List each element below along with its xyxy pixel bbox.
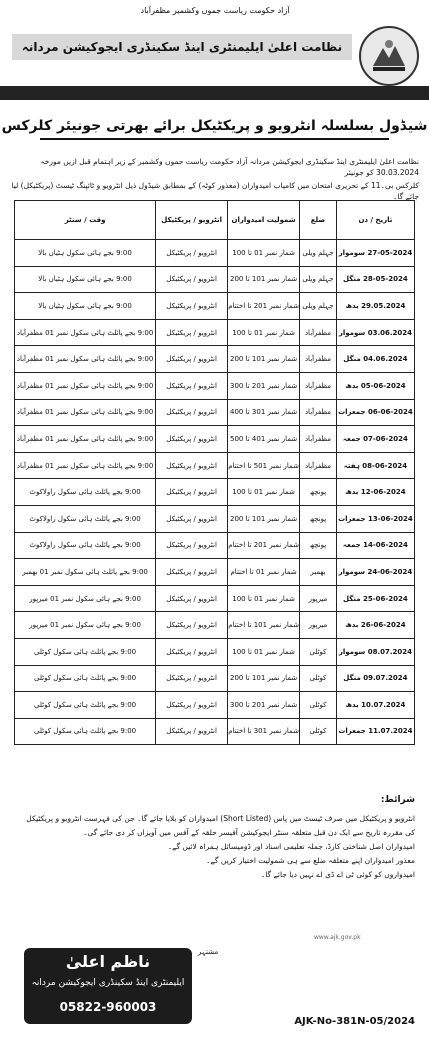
contact-phone: 05822-960003 — [59, 1000, 157, 1014]
cell-candidates: شمار نمبر 101 تا 200 — [228, 266, 300, 293]
cell-time-center: 9:00 بجے پائلٹ ہائی سکول راولاکوٹ — [15, 505, 156, 532]
website-watermark: www.ajk.gov.pk — [314, 934, 361, 941]
cell-type: انٹرویو / پریکٹیکل — [156, 559, 228, 586]
cell-time-center: 9:00 بجے پائلٹ ہائی سکول کوٹلی — [15, 692, 156, 719]
cell-candidates: شمار نمبر 201 تا 300 — [228, 692, 300, 719]
cell-date: 05-06-2024 بدھ — [336, 372, 414, 399]
cell-date: 08.07.2024 سوموار — [336, 638, 414, 665]
cell-type: انٹرویو / پریکٹیکل — [156, 638, 228, 665]
cell-time-center: 9:00 بجے پائلٹ ہائی سکول کوٹلی — [15, 718, 156, 745]
table-row — [15, 426, 415, 453]
cell-type: انٹرویو / پریکٹیکل — [156, 319, 228, 346]
advertiser-label: مشتہر — [198, 948, 219, 956]
cell-candidates: شمار نمبر 401 تا 500 — [228, 426, 300, 453]
cell-district: کوٹلی — [300, 692, 337, 719]
condition-item: کی مقررہ تاریخ سے ایک دن قبل متعلقہ سنٹر ایجوکیشن آفیسر حلقہ کے آفس میں آویزاں کر دی جائے گی۔ — [83, 828, 415, 837]
condition-item: انٹرویو و پریکٹیکل میں صرف ٹیسٹ میں پاس (Short Listed) امیدواران کو بلایا جائے گا۔ جن کی فہرست انٹرویو و پریکٹیکل — [26, 814, 415, 823]
table-row — [15, 585, 415, 612]
cell-district: میرپور — [300, 612, 337, 639]
cell-candidates: شمار نمبر 101 تا 200 — [228, 665, 300, 692]
table-row — [15, 638, 415, 665]
cell-candidates: شمار نمبر 101 تا اختتام — [228, 612, 300, 639]
table-row — [15, 266, 415, 293]
table-row — [15, 665, 415, 692]
cell-time-center: 9:00 بجے پائلٹ ہائی سکول راولاکوٹ — [15, 532, 156, 559]
cell-candidates: شمار نمبر 301 تا 400 — [228, 399, 300, 426]
cell-candidates: شمار نمبر 301 تا اختتام — [228, 718, 300, 745]
cell-type: انٹرویو / پریکٹیکل — [156, 372, 228, 399]
intro-line-1: نظامت اعلیٰ ایلیمنٹری اینڈ سکینڈری ایجوکیشن مردانہ آزاد حکومت ریاست جموں وکشمیر کے زیر اہتمام قبل ازیں مورخہ 30.03.2024 کو جونیئر — [40, 157, 419, 177]
table-row — [15, 559, 415, 586]
cell-type: انٹرویو / پریکٹیکل — [156, 505, 228, 532]
table-row — [15, 293, 415, 320]
cell-date: 24-06-2024 سوموار — [336, 559, 414, 586]
schedule-body — [15, 240, 415, 745]
cell-district: جہلم ویلی — [300, 293, 337, 320]
cell-time-center: 9:00 بجے ہائی سکول ہٹیاں بالا — [15, 240, 156, 267]
cell-type: انٹرویو / پریکٹیکل — [156, 293, 228, 320]
cell-candidates: شمار نمبر 01 تا 100 — [228, 319, 300, 346]
cell-district: میرپور — [300, 585, 337, 612]
cell-date: 28-05-2024 منگل — [336, 266, 414, 293]
cell-date: 13-06-2024 جمعرات — [336, 505, 414, 532]
cell-time-center: 9:00 بجے پائلٹ ہائی سکول نمبر 01 مظفرآباد — [15, 399, 156, 426]
cell-candidates: شمار نمبر 501 تا اختتام — [228, 452, 300, 479]
cell-district: مظفرآباد — [300, 426, 337, 453]
cell-district: مظفرآباد — [300, 319, 337, 346]
table-row — [15, 479, 415, 506]
cell-time-center: 9:00 بجے ہائی سکول ہٹیاں بالا — [15, 293, 156, 320]
cell-type: انٹرویو / پریکٹیکل — [156, 692, 228, 719]
cell-type: انٹرویو / پریکٹیکل — [156, 479, 228, 506]
cell-date: 04.06.2024 منگل — [336, 346, 414, 373]
cell-district: کوٹلی — [300, 665, 337, 692]
table-row — [15, 240, 415, 267]
condition-item: امیدواران اصل شناختی کارڈ، جملہ تعلیمی اسناد اور ڈومیسائل ہمراہ لائیں گے۔ — [167, 842, 415, 851]
cell-date: 29.05.2024 بدھ — [336, 293, 414, 320]
cell-district: مظفرآباد — [300, 372, 337, 399]
condition-item: امیدواروں کو کوئی ٹی اے ڈی اے نہیں دیا جائے گا۔ — [260, 870, 415, 879]
title-underline — [40, 138, 389, 140]
cell-candidates: شمار نمبر 201 تا 300 — [228, 372, 300, 399]
cell-district: جہلم ویلی — [300, 266, 337, 293]
table-header-row — [15, 201, 415, 240]
cell-district: مظفرآباد — [300, 452, 337, 479]
cell-district: بھمبر — [300, 559, 337, 586]
cell-candidates: شمار نمبر 201 تا اختتام — [228, 293, 300, 320]
cell-district: جہلم ویلی — [300, 240, 337, 267]
table-row — [15, 399, 415, 426]
cell-time-center: 9:00 بجے پائلٹ ہائی سکول کوٹلی — [15, 665, 156, 692]
header-time-center: وقت / سنٹر — [15, 201, 156, 240]
cell-district: پونچھ — [300, 479, 337, 506]
cell-date: 07-06-2024 جمعہ — [336, 426, 414, 453]
header-candidates: شمولیت امیدواران — [228, 201, 300, 240]
signature-block — [24, 948, 192, 1024]
signatory-org: ایلیمنٹری اینڈ سکینڈری ایجوکیشن مردانہ — [31, 978, 185, 988]
table-row — [15, 718, 415, 745]
table-row — [15, 532, 415, 559]
cell-time-center: 9:00 بجے پائلٹ ہائی سکول نمبر 01 مظفرآباد — [15, 452, 156, 479]
cell-district: پونچھ — [300, 532, 337, 559]
advert-reference-number: AJK-No-381N-05/2024 — [294, 1016, 415, 1027]
cell-district: کوٹلی — [300, 718, 337, 745]
cell-candidates: شمار نمبر 01 تا 100 — [228, 240, 300, 267]
cell-date: 08-06-2024 ہفتہ — [336, 452, 414, 479]
header-type: انٹرویو / پریکٹیکل — [156, 201, 228, 240]
cell-date: 27-05-2024 سوموار — [336, 240, 414, 267]
table-row — [15, 505, 415, 532]
cell-time-center: 9:00 بجے پائلٹ ہائی سکول نمبر 01 مظفرآباد — [15, 319, 156, 346]
cell-date: 26-06-2024 بدھ — [336, 612, 414, 639]
cell-date: 09.07.2024 منگل — [336, 665, 414, 692]
decorative-border — [0, 86, 429, 100]
cell-time-center: 9:00 بجے پائلٹ ہائی سکول نمبر 01 مظفرآباد — [15, 346, 156, 373]
cell-date: 03.06.2024 سوموار — [336, 319, 414, 346]
header-date: تاریخ / دن — [336, 201, 414, 240]
ajk-emblem-icon — [359, 26, 419, 86]
cell-time-center: 9:00 بجے ہائی سکول ہٹیاں بالا — [15, 266, 156, 293]
table-row — [15, 346, 415, 373]
cell-time-center: 9:00 بجے ہائی سکول نمبر 01 میرپور — [15, 585, 156, 612]
table-row — [15, 452, 415, 479]
cell-candidates: شمار نمبر 101 تا 200 — [228, 505, 300, 532]
cell-type: انٹرویو / پریکٹیکل — [156, 718, 228, 745]
cell-candidates: شمار نمبر 201 تا اختتام — [228, 532, 300, 559]
conditions-list — [14, 812, 415, 882]
cell-type: انٹرویو / پریکٹیکل — [156, 240, 228, 267]
cell-date: 11.07.2024 جمعرات — [336, 718, 414, 745]
cell-candidates: شمار نمبر 01 تا 100 — [228, 638, 300, 665]
cell-type: انٹرویو / پریکٹیکل — [156, 612, 228, 639]
cell-type: انٹرویو / پریکٹیکل — [156, 266, 228, 293]
department-banner: نظامت اعلیٰ ایلیمنٹری اینڈ سکینڈری ایجوکیشن مردانہ — [12, 34, 352, 60]
cell-date: 25-06-2024 منگل — [336, 585, 414, 612]
cell-candidates: شمار نمبر 01 تا اختتام — [228, 559, 300, 586]
cell-type: انٹرویو / پریکٹیکل — [156, 532, 228, 559]
cell-candidates: شمار نمبر 101 تا 200 — [228, 346, 300, 373]
cell-time-center: 9:00 بجے پائلٹ ہائی سکول نمبر 01 مظفرآباد — [15, 372, 156, 399]
cell-time-center: 9:00 بجے ہائی سکول نمبر 01 میرپور — [15, 612, 156, 639]
condition-item: معذور امیدواران اپنے متعلقہ ضلع سے ہی شمولیت اختیار کریں گے۔ — [206, 856, 415, 865]
cell-date: 12-06-2024 بدھ — [336, 479, 414, 506]
cell-district: کوٹلی — [300, 638, 337, 665]
cell-date: 14-06-2024 جمعہ — [336, 532, 414, 559]
government-line: آزاد حکومت ریاست جموں وکشمیر مظفرآباد — [140, 6, 290, 15]
cell-candidates: شمار نمبر 01 تا 100 — [228, 479, 300, 506]
header — [0, 0, 429, 100]
cell-district: مظفرآباد — [300, 399, 337, 426]
cell-type: انٹرویو / پریکٹیکل — [156, 346, 228, 373]
table-row — [15, 612, 415, 639]
cell-type: انٹرویو / پریکٹیکل — [156, 426, 228, 453]
header-district: ضلع — [300, 201, 337, 240]
conditions-heading: شرائط: — [380, 795, 415, 805]
cell-candidates: شمار نمبر 01 تا 100 — [228, 585, 300, 612]
table-row — [15, 319, 415, 346]
cell-time-center: 9:00 بجے پائلٹ ہائی سکول نمبر 01 بھمبر — [15, 559, 156, 586]
signatory-title: ناظم اعلیٰ — [65, 952, 151, 971]
cell-district: مظفرآباد — [300, 346, 337, 373]
table-row — [15, 692, 415, 719]
cell-time-center: 9:00 بجے پائلٹ ہائی سکول راولاکوٹ — [15, 479, 156, 506]
notice-title: شیڈول بسلسلہ انٹرویو و پریکٹیکل برائے بھرتی جونیئر کلرکس — [1, 118, 428, 134]
cell-date: 06-06-2024 جمعرات — [336, 399, 414, 426]
table-row — [15, 372, 415, 399]
cell-type: انٹرویو / پریکٹیکل — [156, 665, 228, 692]
cell-date: 10.07.2024 بدھ — [336, 692, 414, 719]
intro-line-2: کلرکس بی۔11 کے تحریری امتحان میں کامیاب امیدواران (معذور کوٹہ) کے بمطابق شیڈول ذیل انٹرویو و ٹائپنگ ٹیسٹ (پریکٹیکل) لیا جائے گا۔ — [11, 181, 419, 201]
cell-district: پونچھ — [300, 505, 337, 532]
cell-type: انٹرویو / پریکٹیکل — [156, 452, 228, 479]
cell-type: انٹرویو / پریکٹیکل — [156, 585, 228, 612]
cell-time-center: 9:00 بجے پائلٹ ہائی سکول کوٹلی — [15, 638, 156, 665]
cell-type: انٹرویو / پریکٹیکل — [156, 399, 228, 426]
schedule-table — [14, 200, 415, 745]
cell-time-center: 9:00 بجے پائلٹ ہائی سکول نمبر 01 مظفرآباد — [15, 426, 156, 453]
